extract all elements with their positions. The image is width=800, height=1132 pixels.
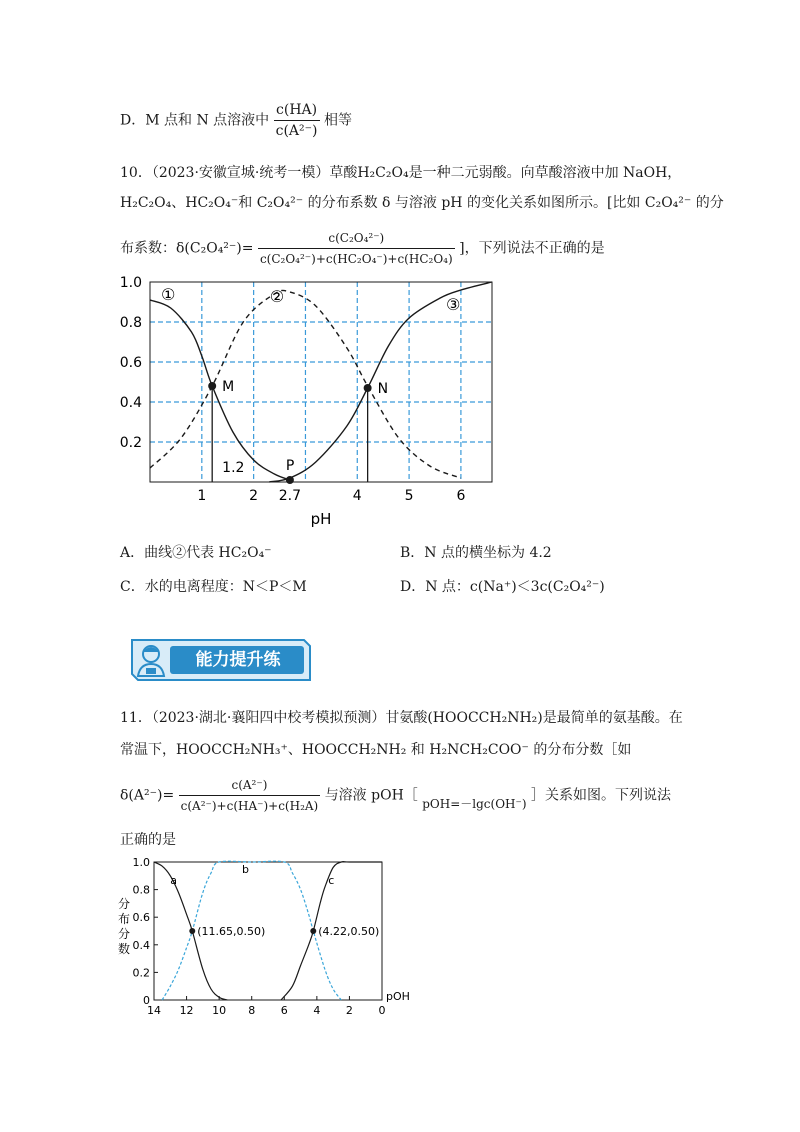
point-coord-label: (4.22,0.50) <box>318 925 380 938</box>
x-axis-label: pH <box>310 510 332 528</box>
q9-frac-num: c(HA) <box>274 100 320 121</box>
x-tick-label: 14 <box>147 1004 161 1017</box>
banner-title: 能力提升练 <box>195 650 281 670</box>
q11-line-1: 11．（2023·湖北·襄阳四中校考模拟预测）甘氨酸(HOOCCH₂NH₂)是最简单的氨基酸。在 <box>120 710 683 726</box>
q10-line-1: 10．（2023·安徽宣城·统考一模）草酸H₂C₂O₄是一种二元弱酸。向草酸溶液中加 NaOH， <box>120 165 682 181</box>
annotation-2-7: 2.7 <box>278 488 302 504</box>
point-marker <box>310 928 316 934</box>
q11-line-3-prefix: δ(A²⁻)= <box>120 787 175 804</box>
series-curve-1 <box>150 300 290 480</box>
q9-option-d-fraction <box>274 100 320 141</box>
q11-line-3 <box>120 775 671 816</box>
y-tick-label: 0.2 <box>119 435 142 451</box>
x-tick-label: 4 <box>313 1004 321 1017</box>
q11-frac-num: c(A²⁻) <box>179 775 321 796</box>
q10-line-3-suffix: ]，下列说法不正确的是 <box>459 240 605 257</box>
q9-option-d-prefix: D．M 点和 N 点溶液中 <box>120 112 270 129</box>
x-tick-label: 2 <box>249 488 259 504</box>
point-marker <box>364 384 372 392</box>
x-tick-label: 1 <box>197 488 207 504</box>
point-coord-label: (11.65,0.50) <box>197 925 266 938</box>
y-tick-label: 0.6 <box>132 911 150 925</box>
q11-chart-labels <box>118 856 410 1017</box>
q10-chart-labels <box>120 275 466 528</box>
series-name-label: ③ <box>445 295 461 314</box>
x-tick-label: 4 <box>352 488 362 504</box>
annotation-1-2: 1.2 <box>222 460 245 476</box>
q11-chart <box>110 850 450 1020</box>
point-label-p: P <box>285 458 295 474</box>
section-banner <box>126 632 312 688</box>
q10-line-3 <box>120 228 605 269</box>
y-tick-label: 0.4 <box>132 938 150 952</box>
q11-line-3-suffix: ］关系如图。下列说法 <box>530 787 671 804</box>
q10-option-c: C．水的电离程度：N＜P＜M <box>120 579 307 595</box>
q10-option-a: A．曲线②代表 HC₂O₄⁻ <box>120 545 272 561</box>
y-tick-label: 0 <box>143 994 150 1007</box>
x-tick-label: 8 <box>248 1004 256 1017</box>
q10-option-b: B．N 点的横坐标为 4.2 <box>400 545 552 561</box>
q10-frac-num: c(C₂O₄²⁻) <box>258 228 455 249</box>
y-tick-label: 0.8 <box>132 883 150 897</box>
point-label-m: M <box>222 379 235 395</box>
x-tick-label: 12 <box>179 1004 194 1017</box>
point-label-n: N <box>377 381 389 397</box>
q9-option-d <box>120 100 352 141</box>
y-tick-label: 1.0 <box>132 856 150 869</box>
x-axis-label: pOH <box>386 990 410 1003</box>
series-name-label: ① <box>160 285 176 304</box>
x-tick-label: 6 <box>456 488 466 504</box>
q11-poh-def: pOH=－lgc(OH⁻) <box>422 796 527 811</box>
y-tick-label: 1.0 <box>119 275 142 291</box>
point-marker <box>208 382 216 390</box>
q11-line-2: 常温下，HOOCCH₂NH₃⁺、HOOCCH₂NH₂ 和 H₂NCH₂COO⁻ 的分布分数［如 <box>120 742 632 758</box>
q10-line-3-prefix: 布系数：δ(C₂O₄²⁻)= <box>120 240 254 257</box>
x-tick-label: 5 <box>404 488 414 504</box>
q10-frac-den: c(C₂O₄²⁻)+c(HC₂O₄⁻)+c(HC₂O₄) <box>259 252 453 266</box>
y-tick-label: 0.8 <box>119 315 142 331</box>
point-marker <box>189 928 195 934</box>
point-marker <box>286 476 294 484</box>
q10-fraction <box>258 228 455 269</box>
q9-frac-den: c(A²⁻) <box>275 123 318 139</box>
q11-line-3-mid: 与溶液 pOH［ <box>324 787 418 804</box>
x-tick-label: 0 <box>378 1004 386 1017</box>
q11-frac-den: c(A²⁻)+c(HA⁻)+c(H₂A) <box>180 799 319 813</box>
q10-chart <box>110 270 500 530</box>
q9-option-d-suffix: 相等 <box>323 112 352 129</box>
y-tick-label: 0.4 <box>119 395 142 411</box>
q11-line-4: 正确的是 <box>120 832 176 848</box>
y-tick-label: 0.2 <box>132 966 150 980</box>
series-name-label: ② <box>269 287 285 306</box>
y-axis-label: 分布分数 <box>117 897 131 956</box>
series-name-label: a <box>170 874 178 888</box>
x-tick-label: 2 <box>345 1004 353 1017</box>
q10-line-2: H₂C₂O₄、HC₂O₄⁻和 C₂O₄²⁻ 的分布系数 δ 与溶液 pH 的变化关系如图所示。[比如 C₂O₄²⁻ 的分 <box>120 195 724 211</box>
x-tick-label: 6 <box>280 1004 288 1017</box>
series-name-label: c <box>328 874 335 888</box>
q11-fraction <box>179 775 321 816</box>
x-tick-label: 10 <box>212 1004 227 1017</box>
y-tick-label: 0.6 <box>119 355 142 371</box>
series-name-label: b <box>241 863 249 877</box>
q10-option-d: D．N 点：c(Na⁺)＜3c(C₂O₄²⁻) <box>400 579 605 595</box>
